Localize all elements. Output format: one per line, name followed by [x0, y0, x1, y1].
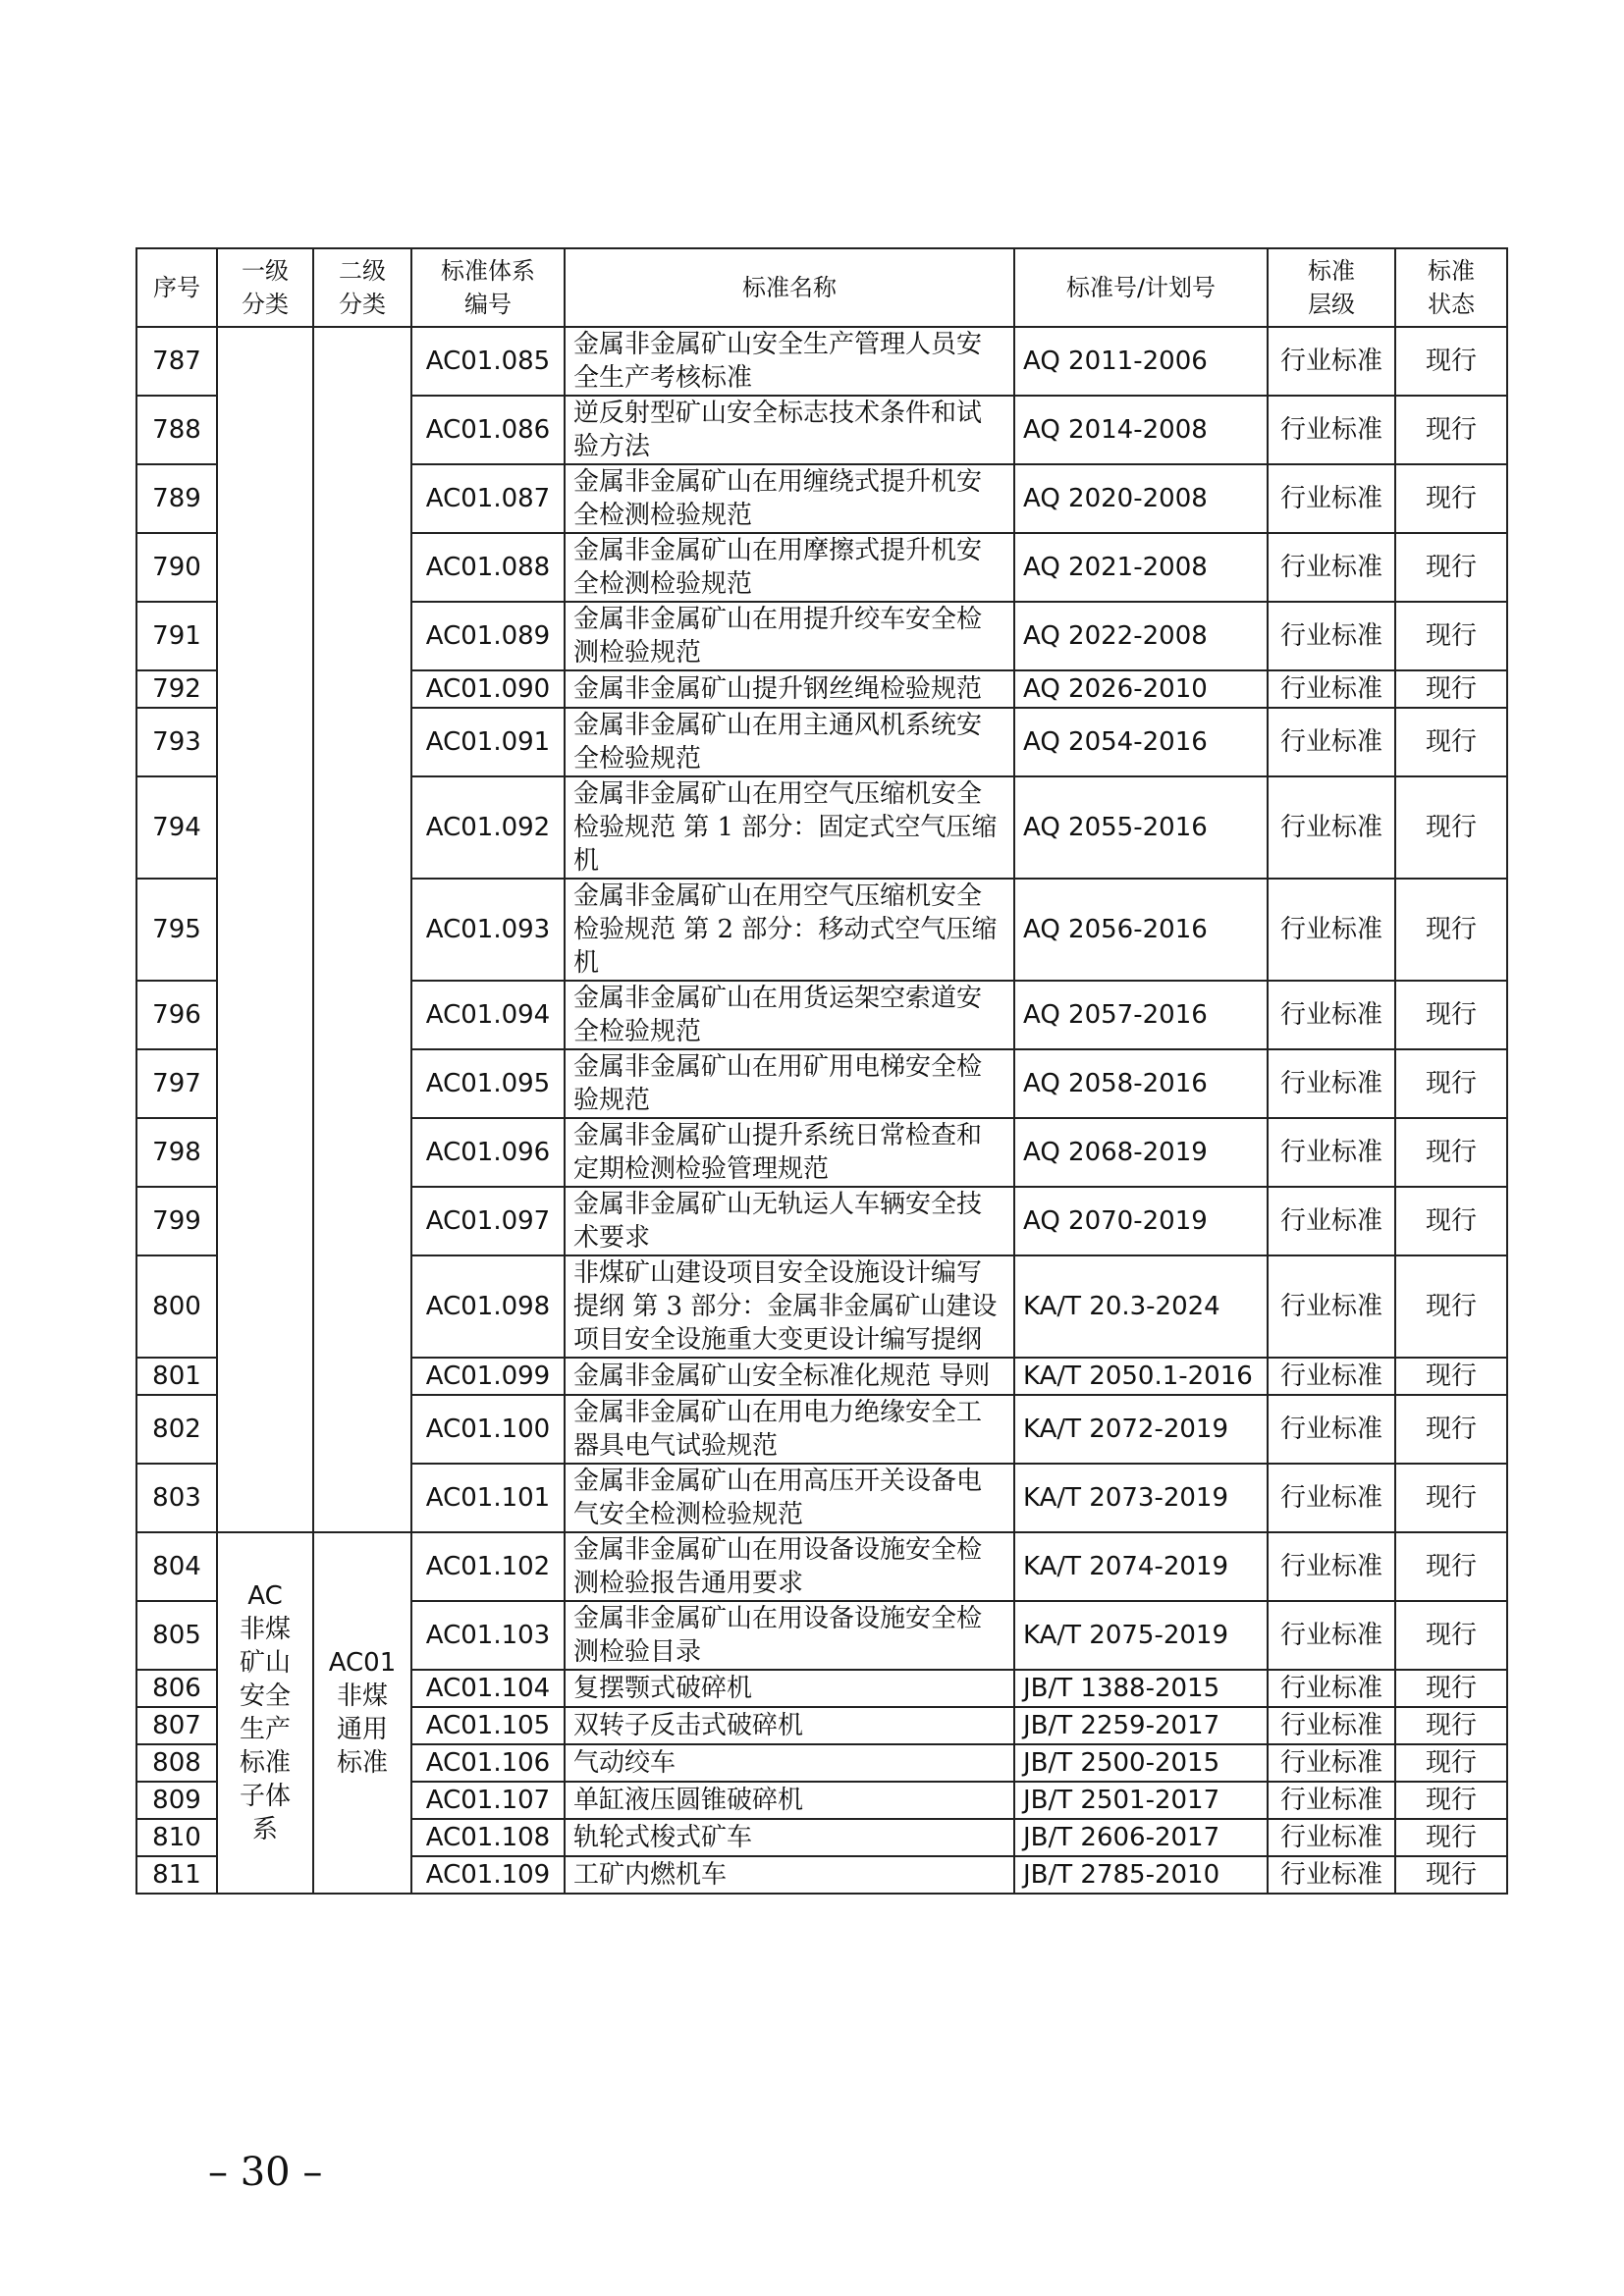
row-seq-cell: 796	[136, 981, 217, 1049]
row-name-line: 机	[573, 948, 600, 978]
row-name-line: 复摆颚式破碎机	[573, 1674, 753, 1703]
row-level-cell: 行业标准	[1268, 464, 1395, 533]
row-name-line: 气动绞车	[573, 1748, 677, 1778]
row-code-cell: AC01.099	[411, 1358, 565, 1395]
row-name-line: 检验规范 第 1 部分：固定式空气压缩	[573, 813, 998, 842]
row-seq-cell: 799	[136, 1187, 217, 1255]
row-code-cell: AC01.087	[411, 464, 565, 533]
row-number-cell: AQ 2022-2008	[1014, 602, 1268, 670]
row-status-cell: 现行	[1395, 1819, 1507, 1856]
row-name-line: 测检验报告通用要求	[573, 1569, 804, 1598]
row-seq-cell: 802	[136, 1395, 217, 1464]
category-1-cell	[217, 1532, 313, 1894]
header-category-2: 二级 分类	[313, 248, 411, 327]
row-name-cell	[565, 1670, 1014, 1707]
standards-table	[135, 247, 1508, 1895]
row-code-cell: AC01.103	[411, 1601, 565, 1670]
row-seq-cell: 793	[136, 708, 217, 776]
row-number-cell: JB/T 2501-2017	[1014, 1782, 1268, 1819]
row-status-cell: 现行	[1395, 981, 1507, 1049]
row-name-cell	[565, 533, 1014, 602]
row-level-cell: 行业标准	[1268, 1856, 1395, 1894]
row-name-cell	[565, 670, 1014, 708]
category-1-cell-line: 矿山	[239, 1648, 291, 1678]
row-level-cell: 行业标准	[1268, 1358, 1395, 1395]
category-2-cell-line: 标准	[336, 1748, 388, 1778]
row-name-cell	[565, 464, 1014, 533]
row-level-cell: 行业标准	[1268, 327, 1395, 396]
row-seq-cell: 807	[136, 1707, 217, 1744]
row-level-cell: 行业标准	[1268, 1601, 1395, 1670]
row-name-line: 全检验规范	[573, 1017, 702, 1046]
row-code-cell: AC01.100	[411, 1395, 565, 1464]
row-seq-cell: 805	[136, 1601, 217, 1670]
row-name-line: 双转子反击式破碎机	[573, 1711, 804, 1740]
row-name-line: 单缸液压圆锥破碎机	[573, 1786, 804, 1815]
row-name-cell	[565, 1856, 1014, 1894]
row-level-cell: 行业标准	[1268, 1255, 1395, 1358]
header-seq: 序号	[136, 248, 217, 327]
row-name-cell	[565, 1819, 1014, 1856]
row-name-line: 金属非金属矿山在用设备设施安全检	[573, 1604, 983, 1633]
row-name-line: 金属非金属矿山安全标准化规范 导则	[573, 1362, 991, 1391]
row-level-cell: 行业标准	[1268, 1187, 1395, 1255]
row-name-line: 逆反射型矿山安全标志技术条件和试	[573, 399, 983, 428]
row-name-line: 测检验目录	[573, 1637, 702, 1667]
row-name-cell	[565, 1707, 1014, 1744]
row-name-cell	[565, 1395, 1014, 1464]
row-seq-cell: 790	[136, 533, 217, 602]
row-name-line: 工矿内燃机车	[573, 1860, 728, 1890]
row-number-cell: AQ 2011-2006	[1014, 327, 1268, 396]
row-number-cell: KA/T 2075-2019	[1014, 1601, 1268, 1670]
row-name-cell	[565, 1532, 1014, 1601]
row-name-cell	[565, 396, 1014, 464]
row-name-cell	[565, 1358, 1014, 1395]
row-level-cell: 行业标准	[1268, 602, 1395, 670]
header-standard-name: 标准名称	[565, 248, 1014, 327]
category-2-cell-upper	[313, 327, 411, 1532]
row-seq-cell: 806	[136, 1670, 217, 1707]
row-name-line: 全生产考核标准	[573, 363, 753, 393]
row-name-cell	[565, 708, 1014, 776]
row-code-cell: AC01.105	[411, 1707, 565, 1744]
row-status-cell: 现行	[1395, 1670, 1507, 1707]
row-seq-cell: 788	[136, 396, 217, 464]
row-code-cell: AC01.102	[411, 1532, 565, 1601]
row-code-cell: AC01.107	[411, 1782, 565, 1819]
row-level-cell: 行业标准	[1268, 1670, 1395, 1707]
category-2-cell-line: AC01	[328, 1648, 397, 1678]
row-name-line: 轨轮式梭式矿车	[573, 1823, 753, 1852]
header-standard-level: 标准 层级	[1268, 248, 1395, 327]
row-seq-cell: 804	[136, 1532, 217, 1601]
row-level-cell: 行业标准	[1268, 981, 1395, 1049]
row-level-cell: 行业标准	[1268, 1707, 1395, 1744]
row-level-cell: 行业标准	[1268, 708, 1395, 776]
header-standard-status: 标准 状态	[1395, 248, 1507, 327]
row-seq-cell: 798	[136, 1118, 217, 1187]
row-number-cell: AQ 2020-2008	[1014, 464, 1268, 533]
row-status-cell: 现行	[1395, 879, 1507, 981]
row-status-cell: 现行	[1395, 1049, 1507, 1118]
row-name-cell	[565, 1255, 1014, 1358]
header-system-code: 标准体系 编号	[411, 248, 565, 327]
row-name-line: 金属非金属矿山在用缠绕式提升机安	[573, 467, 983, 497]
row-number-cell: KA/T 2050.1-2016	[1014, 1358, 1268, 1395]
row-status-cell: 现行	[1395, 1782, 1507, 1819]
row-name-cell	[565, 1187, 1014, 1255]
row-name-line: 金属非金属矿山在用设备设施安全检	[573, 1535, 983, 1565]
row-number-cell: JB/T 2500-2015	[1014, 1744, 1268, 1782]
row-seq-cell: 811	[136, 1856, 217, 1894]
row-name-cell	[565, 1744, 1014, 1782]
row-code-cell: AC01.101	[411, 1464, 565, 1532]
row-name-line: 金属非金属矿山提升钢丝绳检验规范	[573, 674, 983, 704]
row-number-cell: JB/T 2785-2010	[1014, 1856, 1268, 1894]
category-2-cell	[313, 1532, 411, 1894]
row-number-cell: AQ 2055-2016	[1014, 776, 1268, 879]
row-name-line: 金属非金属矿山提升系统日常检查和	[573, 1121, 983, 1150]
row-seq-cell: 808	[136, 1744, 217, 1782]
row-code-cell: AC01.089	[411, 602, 565, 670]
row-status-cell: 现行	[1395, 533, 1507, 602]
row-status-cell: 现行	[1395, 1395, 1507, 1464]
row-status-cell: 现行	[1395, 396, 1507, 464]
row-code-cell: AC01.093	[411, 879, 565, 981]
row-status-cell: 现行	[1395, 1255, 1507, 1358]
row-name-line: 金属非金属矿山在用电力绝缘安全工	[573, 1398, 983, 1427]
row-number-cell: KA/T 2074-2019	[1014, 1532, 1268, 1601]
row-seq-cell: 791	[136, 602, 217, 670]
row-name-line: 金属非金属矿山在用空气压缩机安全	[573, 881, 983, 911]
row-name-line: 全检验规范	[573, 744, 702, 774]
row-status-cell: 现行	[1395, 670, 1507, 708]
row-seq-cell: 800	[136, 1255, 217, 1358]
row-name-line: 提纲 第 3 部分：金属非金属矿山建设	[573, 1292, 998, 1321]
row-code-cell: AC01.091	[411, 708, 565, 776]
category-1-cell-line: 安全	[239, 1682, 291, 1711]
row-number-cell: JB/T 2259-2017	[1014, 1707, 1268, 1744]
row-name-line: 测检验规范	[573, 638, 702, 667]
row-name-cell	[565, 981, 1014, 1049]
row-name-cell	[565, 1601, 1014, 1670]
row-name-cell	[565, 1464, 1014, 1532]
row-name-line: 金属非金属矿山无轨运人车辆安全技	[573, 1190, 983, 1219]
row-code-cell: AC01.098	[411, 1255, 565, 1358]
header-category-1: 一级 分类	[217, 248, 313, 327]
row-number-cell: AQ 2054-2016	[1014, 708, 1268, 776]
row-level-cell: 行业标准	[1268, 1049, 1395, 1118]
row-number-cell: AQ 2058-2016	[1014, 1049, 1268, 1118]
row-level-cell: 行业标准	[1268, 1118, 1395, 1187]
row-code-cell: AC01.088	[411, 533, 565, 602]
category-1-cell-line: 标准	[239, 1748, 291, 1778]
row-code-cell: AC01.096	[411, 1118, 565, 1187]
table-row	[136, 1532, 1507, 1601]
row-name-line: 金属非金属矿山在用矿用电梯安全检	[573, 1052, 983, 1082]
row-name-line: 金属非金属矿山在用提升绞车安全检	[573, 605, 983, 634]
row-seq-cell: 792	[136, 670, 217, 708]
row-status-cell: 现行	[1395, 602, 1507, 670]
page-number: – 30 –	[208, 2150, 323, 2195]
row-name-line: 金属非金属矿山安全生产管理人员安	[573, 330, 983, 359]
row-code-cell: AC01.095	[411, 1049, 565, 1118]
row-name-line: 器具电气试验规范	[573, 1431, 779, 1461]
row-name-line: 全检测检验规范	[573, 569, 753, 599]
row-status-cell: 现行	[1395, 1707, 1507, 1744]
row-name-cell	[565, 602, 1014, 670]
row-number-cell: AQ 2068-2019	[1014, 1118, 1268, 1187]
row-status-cell: 现行	[1395, 1744, 1507, 1782]
row-name-line: 气安全检测检验规范	[573, 1500, 804, 1529]
row-number-cell: AQ 2057-2016	[1014, 981, 1268, 1049]
row-level-cell: 行业标准	[1268, 1744, 1395, 1782]
category-1-cell-line: 子体	[239, 1782, 291, 1811]
row-name-cell	[565, 879, 1014, 981]
row-status-cell: 现行	[1395, 1532, 1507, 1601]
row-status-cell: 现行	[1395, 1464, 1507, 1532]
row-number-cell: KA/T 2073-2019	[1014, 1464, 1268, 1532]
row-name-line: 金属非金属矿山在用货运架空索道安	[573, 984, 983, 1013]
row-code-cell: AC01.094	[411, 981, 565, 1049]
row-code-cell: AC01.085	[411, 327, 565, 396]
row-seq-cell: 797	[136, 1049, 217, 1118]
row-name-line: 金属非金属矿山在用高压开关设备电	[573, 1467, 983, 1496]
row-status-cell: 现行	[1395, 1358, 1507, 1395]
row-level-cell: 行业标准	[1268, 1819, 1395, 1856]
row-level-cell: 行业标准	[1268, 1782, 1395, 1819]
row-number-cell: AQ 2056-2016	[1014, 879, 1268, 981]
row-name-line: 验规范	[573, 1086, 651, 1115]
row-code-cell: AC01.090	[411, 670, 565, 708]
row-status-cell: 现行	[1395, 708, 1507, 776]
category-1-cell-line: 生产	[239, 1715, 291, 1744]
category-1-cell-upper	[217, 327, 313, 1532]
category-1-cell-line: 非煤	[239, 1615, 291, 1644]
row-status-cell: 现行	[1395, 1118, 1507, 1187]
table-body	[136, 327, 1507, 1894]
row-number-cell: AQ 2021-2008	[1014, 533, 1268, 602]
table-row	[136, 327, 1507, 396]
header-row	[136, 248, 1507, 327]
row-code-cell: AC01.097	[411, 1187, 565, 1255]
row-status-cell: 现行	[1395, 1856, 1507, 1894]
category-1-cell-line: AC	[247, 1581, 283, 1611]
row-level-cell: 行业标准	[1268, 533, 1395, 602]
row-status-cell: 现行	[1395, 1187, 1507, 1255]
row-name-cell	[565, 1782, 1014, 1819]
row-seq-cell: 809	[136, 1782, 217, 1819]
row-number-cell: JB/T 1388-2015	[1014, 1670, 1268, 1707]
row-seq-cell: 789	[136, 464, 217, 533]
row-number-cell: AQ 2026-2010	[1014, 670, 1268, 708]
row-name-line: 术要求	[573, 1223, 651, 1253]
row-code-cell: AC01.108	[411, 1819, 565, 1856]
row-name-line: 机	[573, 846, 600, 876]
row-number-cell: JB/T 2606-2017	[1014, 1819, 1268, 1856]
row-name-line: 金属非金属矿山在用摩擦式提升机安	[573, 536, 983, 565]
row-name-line: 金属非金属矿山在用主通风机系统安	[573, 711, 983, 740]
row-number-cell: AQ 2014-2008	[1014, 396, 1268, 464]
row-seq-cell: 810	[136, 1819, 217, 1856]
row-name-cell	[565, 1118, 1014, 1187]
row-name-line: 检验规范 第 2 部分：移动式空气压缩	[573, 915, 998, 944]
row-name-line: 金属非金属矿山在用空气压缩机安全	[573, 779, 983, 809]
row-code-cell: AC01.109	[411, 1856, 565, 1894]
row-status-cell: 现行	[1395, 776, 1507, 879]
row-seq-cell: 801	[136, 1358, 217, 1395]
row-name-line: 非煤矿山建设项目安全设施设计编写	[573, 1258, 983, 1288]
row-number-cell: KA/T 2072-2019	[1014, 1395, 1268, 1464]
row-code-cell: AC01.104	[411, 1670, 565, 1707]
row-name-line: 定期检测检验管理规范	[573, 1154, 830, 1184]
row-status-cell: 现行	[1395, 464, 1507, 533]
row-seq-cell: 794	[136, 776, 217, 879]
row-code-cell: AC01.092	[411, 776, 565, 879]
row-status-cell: 现行	[1395, 327, 1507, 396]
row-level-cell: 行业标准	[1268, 1395, 1395, 1464]
row-code-cell: AC01.086	[411, 396, 565, 464]
row-seq-cell: 803	[136, 1464, 217, 1532]
row-seq-cell: 795	[136, 879, 217, 981]
header-standard-number: 标准号/计划号	[1014, 248, 1268, 327]
row-name-line: 验方法	[573, 432, 651, 461]
row-level-cell: 行业标准	[1268, 1532, 1395, 1601]
row-level-cell: 行业标准	[1268, 1464, 1395, 1532]
row-name-cell	[565, 776, 1014, 879]
row-name-line: 项目安全设施重大变更设计编写提纲	[573, 1325, 983, 1355]
row-number-cell: AQ 2070-2019	[1014, 1187, 1268, 1255]
category-1-cell-line: 系	[251, 1815, 278, 1844]
category-2-cell-line: 通用	[336, 1715, 388, 1744]
row-name-cell	[565, 1049, 1014, 1118]
row-code-cell: AC01.106	[411, 1744, 565, 1782]
row-level-cell: 行业标准	[1268, 776, 1395, 879]
row-number-cell: KA/T 20.3-2024	[1014, 1255, 1268, 1358]
row-name-cell	[565, 327, 1014, 396]
row-status-cell: 现行	[1395, 1601, 1507, 1670]
category-2-cell-line: 非煤	[336, 1682, 388, 1711]
row-level-cell: 行业标准	[1268, 879, 1395, 981]
row-level-cell: 行业标准	[1268, 396, 1395, 464]
row-seq-cell: 787	[136, 327, 217, 396]
row-level-cell: 行业标准	[1268, 670, 1395, 708]
row-name-line: 全检测检验规范	[573, 501, 753, 530]
